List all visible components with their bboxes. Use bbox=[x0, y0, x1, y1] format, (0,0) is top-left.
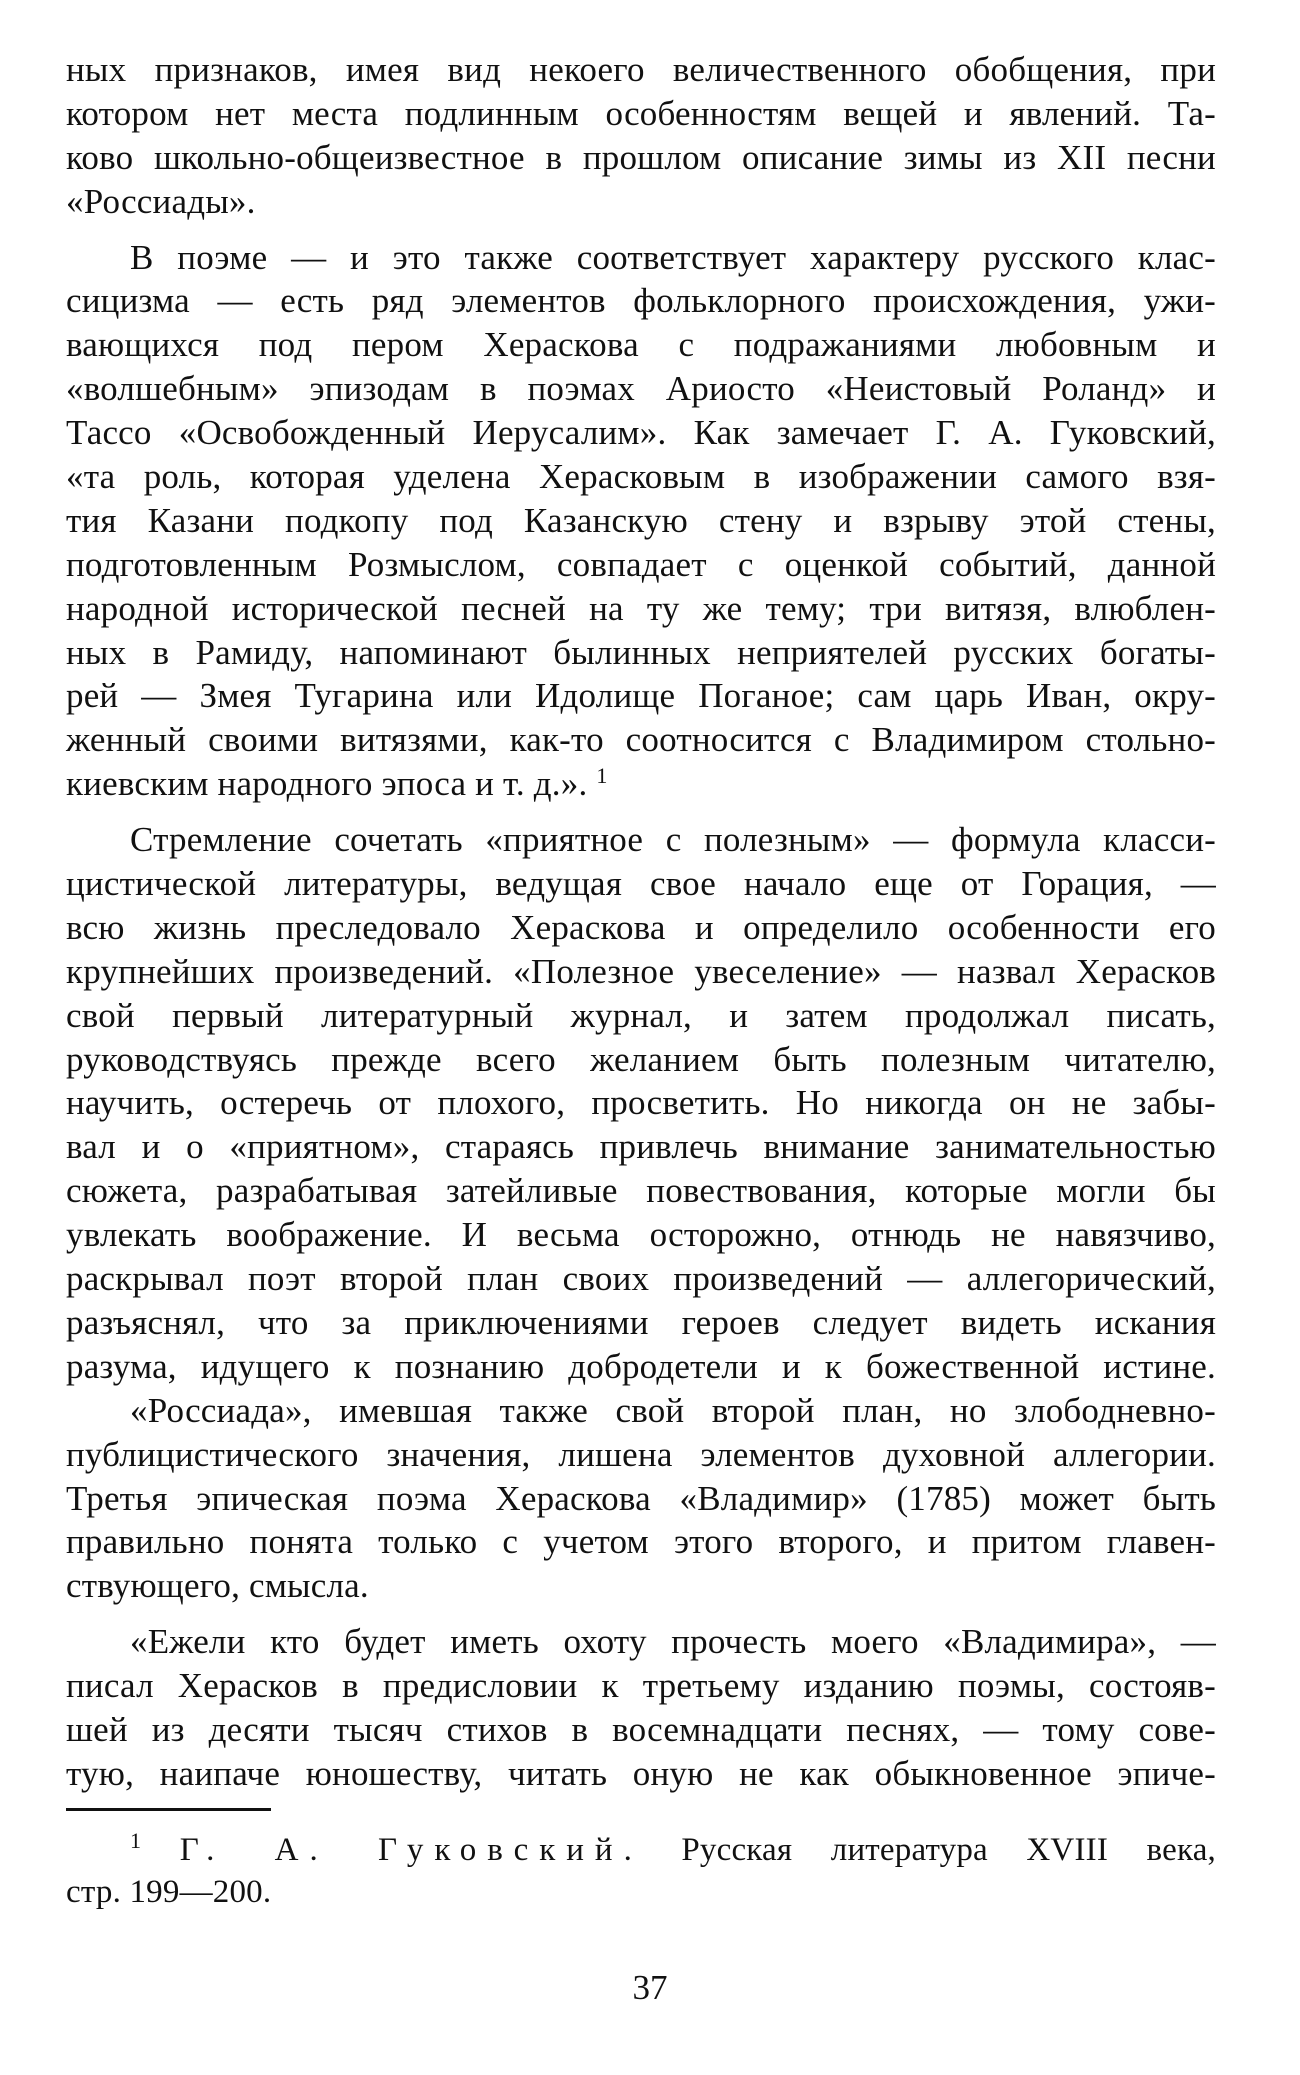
footnote-divider bbox=[66, 1808, 271, 1811]
text-line: раскрывал поэт второй план своих произведений — аллегорический, bbox=[66, 1259, 1216, 1299]
text-line: шей из десяти тысяч стихов в восемнадцати песнях, — тому сове- bbox=[66, 1709, 1216, 1749]
text-line: ково школьно-общеизвестное в прошлом описание зимы из XII песни bbox=[66, 137, 1216, 177]
text-line: ных в Рамиду, напоминают былинных неприятелей русских богаты- bbox=[66, 632, 1216, 672]
text-line: В поэме — и это также соответствует характеру русского клас- bbox=[130, 237, 1216, 277]
text-line: подготовленным Розмыслом, совпадает с оценкой событий, данной bbox=[66, 544, 1216, 584]
text-line: увлекать воображение. И весьма осторожно, отнюдь не навязчиво, bbox=[66, 1215, 1216, 1255]
text-line: женный своими витязями, как-то соотносится с Владимиром стольно- bbox=[66, 720, 1216, 760]
text-line: рей — Змея Тугарина или Идолище Поганое; сам царь Иван, окру- bbox=[66, 676, 1216, 716]
text-line: всю жизнь преследовало Хераскова и определило особенности его bbox=[66, 907, 1216, 947]
text-line: тия Казани подкопу под Казанскую стену и взрыву этой стены, bbox=[66, 500, 1216, 540]
text-line: «та роль, которая уделена Херасковым в изображении самого взя- bbox=[66, 457, 1216, 497]
text-line: публицистического значения, лишена элементов духовной аллегории. bbox=[66, 1434, 1216, 1474]
page-number: 37 bbox=[632, 1968, 668, 2007]
text-line: сюжета, разрабатывая затейливые повествования, которые могли бы bbox=[66, 1171, 1216, 1211]
text-line: вающихся под пером Хераскова с подражаниями любовным и bbox=[66, 325, 1216, 365]
text-line: «Ежели кто будет иметь охоту прочесть моего «Владимира», — bbox=[130, 1622, 1216, 1662]
text-line: цистической литературы, ведущая свое начало еще от Горация, — bbox=[66, 864, 1216, 904]
text-line: Тассо «Освобожденный Иерусалим». Как замечает Г. А. Гуковский, bbox=[66, 413, 1216, 453]
text-line: «Россиады». bbox=[66, 181, 256, 221]
text-line: вал и о «приятном», стараясь привлечь внимание занимательностью bbox=[66, 1127, 1216, 1167]
text-line: котором нет места подлинным особенностям вещей и явлений. Та- bbox=[66, 93, 1216, 133]
text-line-with-footnote-ref bbox=[66, 762, 1216, 806]
page-body bbox=[66, 48, 1216, 1796]
footnote bbox=[66, 1829, 1216, 1913]
text-line: ствующего, смысла. bbox=[66, 1566, 369, 1606]
text-line: ных признаков, имея вид некоего величественного обобщения, при bbox=[66, 50, 1216, 89]
text-line: народной исторической песней на ту же тему; три витязя, влюблен- bbox=[66, 588, 1216, 628]
text-line: правильно понята только с учетом этого второго, и притом главен- bbox=[66, 1522, 1216, 1562]
footnote-author: Г. А. Гуковский. bbox=[179, 1832, 643, 1868]
footnote-pages: стр. 199—200. bbox=[66, 1874, 272, 1910]
text-line: научить, остеречь от плохого, просветить. Но никогда он не забы- bbox=[66, 1083, 1216, 1123]
text-line: разъяснял, что за приключениями героев следует видеть искания bbox=[66, 1302, 1216, 1342]
footnote-marker: 1 bbox=[130, 1828, 142, 1853]
text-line: свой первый литературный журнал, и затем продолжал писать, bbox=[66, 995, 1216, 1035]
text-line: писал Херасков в предисловии к третьему изданию поэмы, состояв- bbox=[66, 1666, 1216, 1706]
footnote-title: Русская литература XVIII века, bbox=[681, 1832, 1217, 1868]
footnote-reference: 1 bbox=[596, 763, 608, 789]
text-line: киевским народного эпоса и т. д.». bbox=[66, 764, 588, 804]
text-line: Стремление сочетать «приятное с полезным» — формула класси- bbox=[130, 820, 1216, 860]
text-line: «Россиада», имевшая также свой второй план, но злободневно- bbox=[130, 1390, 1216, 1430]
footnote-line bbox=[66, 1829, 1216, 1871]
text-line: руководствуясь прежде всего желанием быть полезным читателю, bbox=[66, 1039, 1216, 1079]
text-line: тую, наипаче юношеству, читать оную не как обыкновенное эпиче- bbox=[66, 1753, 1216, 1793]
text-line: Третья эпическая поэма Хераскова «Владимир» (1785) может быть bbox=[66, 1478, 1216, 1518]
text-line: «волшебным» эпизодам в поэмах Ариосто «Неистовый Роланд» и bbox=[66, 369, 1216, 409]
text-line: сицизма — есть ряд элементов фольклорного происхождения, ужи- bbox=[66, 281, 1216, 321]
text-line: крупнейших произведений. «Полезное увеселение» — назвал Херасков bbox=[66, 951, 1216, 991]
text-line: разума, идущего к познанию добродетели и к божественной истине. bbox=[66, 1346, 1216, 1386]
